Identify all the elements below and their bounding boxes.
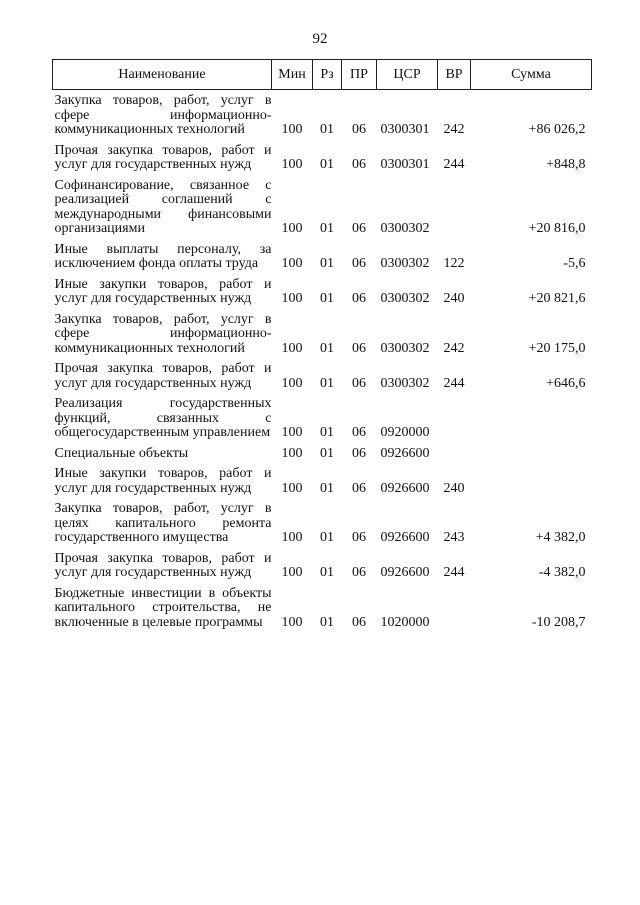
row-vr xyxy=(438,441,471,462)
row-rz: 01 xyxy=(320,291,334,306)
header-name: Наименование xyxy=(53,60,272,90)
row-min: 100 xyxy=(281,445,303,461)
table-body xyxy=(53,90,592,631)
table-row xyxy=(53,496,592,546)
row-rz: 01 xyxy=(320,480,334,496)
row-sum xyxy=(471,391,592,441)
row-name: Закупка товаров, работ, услуг в сфере информационно-коммуникационных технологий xyxy=(54,311,272,356)
table-row xyxy=(53,441,592,462)
row-vr: 242 xyxy=(443,340,465,356)
row-sum xyxy=(471,441,592,462)
row-csr: 0300302 xyxy=(380,256,430,271)
row-csr: 0300302 xyxy=(380,291,430,306)
header-vr: ВР xyxy=(438,60,471,90)
row-rz: 01 xyxy=(320,530,334,545)
row-csr: 0300302 xyxy=(380,340,430,356)
row-min: 100 xyxy=(281,480,303,496)
row-vr xyxy=(438,391,471,441)
row-name: Прочая закупка товаров, работ и услуг для государственных нужд xyxy=(54,550,272,580)
table-row xyxy=(53,581,592,631)
table-row xyxy=(53,173,592,237)
row-min: 100 xyxy=(281,256,303,271)
row-pr: 06 xyxy=(352,480,366,496)
header-rz: Рз xyxy=(313,60,342,90)
table-row xyxy=(53,237,592,272)
row-name: Специальные объекты xyxy=(54,445,189,461)
header-pr: ПР xyxy=(342,60,377,90)
row-sum: +848,8 xyxy=(546,157,586,172)
row-sum xyxy=(471,461,592,496)
row-pr: 06 xyxy=(352,530,366,545)
row-pr: 06 xyxy=(352,425,366,440)
table-row xyxy=(53,546,592,581)
row-vr: 122 xyxy=(443,256,465,271)
header-csr: ЦСР xyxy=(377,60,438,90)
row-sum: +86 026,2 xyxy=(528,122,586,137)
row-vr: 240 xyxy=(443,291,465,306)
row-vr: 243 xyxy=(443,530,465,545)
row-vr xyxy=(438,581,471,631)
row-vr: 240 xyxy=(443,480,465,496)
row-vr xyxy=(438,173,471,237)
row-min: 100 xyxy=(281,530,303,545)
row-csr: 0300301 xyxy=(380,157,430,172)
row-pr: 06 xyxy=(352,614,366,630)
row-sum: +4 382,0 xyxy=(535,530,586,545)
row-sum: -5,6 xyxy=(563,256,586,271)
row-csr: 0926600 xyxy=(380,530,430,545)
table-header xyxy=(53,60,592,90)
table-row xyxy=(53,138,592,173)
row-rz: 01 xyxy=(320,221,334,236)
row-csr: 1020000 xyxy=(380,614,430,630)
row-csr: 0920000 xyxy=(380,425,430,440)
row-sum: -10 208,7 xyxy=(531,614,586,630)
row-min: 100 xyxy=(281,291,303,306)
row-rz: 01 xyxy=(320,445,334,461)
row-pr: 06 xyxy=(352,565,366,580)
row-pr: 06 xyxy=(352,221,366,236)
table-row xyxy=(53,391,592,441)
row-name: Прочая закупка товаров, работ и услуг для государственных нужд xyxy=(54,361,272,391)
row-name: Софинансирование, связанное с реализацией соглашений с международными финансовыми организациями xyxy=(54,177,272,236)
row-rz: 01 xyxy=(320,340,334,356)
row-rz: 01 xyxy=(320,375,334,391)
row-min: 100 xyxy=(281,565,303,580)
row-name: Реализация государственных функций, связанных с общегосударственным управлением xyxy=(54,396,272,440)
row-sum: -4 382,0 xyxy=(538,565,586,580)
row-sum: +20 816,0 xyxy=(528,221,586,236)
table-row xyxy=(53,272,592,307)
header-row xyxy=(53,60,592,90)
row-min: 100 xyxy=(281,157,303,172)
row-pr: 06 xyxy=(352,445,366,461)
row-pr: 06 xyxy=(352,291,366,306)
budget-table xyxy=(52,59,592,630)
row-pr: 06 xyxy=(352,157,366,172)
row-rz: 01 xyxy=(320,425,334,440)
row-rz: 01 xyxy=(320,565,334,580)
table-row xyxy=(53,307,592,357)
row-min: 100 xyxy=(281,614,303,630)
header-sum: Сумма xyxy=(471,60,592,90)
row-rz: 01 xyxy=(320,157,334,172)
row-csr: 0300302 xyxy=(380,375,430,391)
row-min: 100 xyxy=(281,122,303,137)
row-name: Иные закупки товаров, работ и услуг для государственных нужд xyxy=(54,466,272,496)
row-min: 100 xyxy=(281,340,303,356)
row-sum: +20 821,6 xyxy=(528,291,586,306)
table-row xyxy=(53,461,592,496)
row-name: Закупка товаров, работ, услуг в целях капитального ремонта государственного имущества xyxy=(54,501,272,545)
row-rz: 01 xyxy=(320,122,334,137)
row-min: 100 xyxy=(281,425,303,440)
row-vr: 242 xyxy=(443,122,465,137)
row-pr: 06 xyxy=(352,375,366,391)
table-row xyxy=(53,356,592,391)
row-csr: 0300301 xyxy=(380,122,430,137)
row-rz: 01 xyxy=(320,256,334,271)
row-csr: 0926600 xyxy=(380,480,430,496)
row-name: Иные выплаты персоналу, за исключением фонда оплаты труда xyxy=(54,241,272,271)
row-min: 100 xyxy=(281,375,303,391)
row-vr: 244 xyxy=(443,565,465,580)
row-csr: 0926600 xyxy=(380,445,430,461)
row-name: Бюджетные инвестиции в объекты капитального строительства, не включенные в целевые программы xyxy=(54,585,272,630)
row-name: Прочая закупка товаров, работ и услуг для государственных нужд xyxy=(54,142,272,172)
table-row xyxy=(53,90,592,138)
row-min: 100 xyxy=(281,221,303,236)
row-pr: 06 xyxy=(352,122,366,137)
row-pr: 06 xyxy=(352,340,366,356)
row-csr: 0300302 xyxy=(380,221,430,236)
row-rz: 01 xyxy=(320,614,334,630)
row-csr: 0926600 xyxy=(380,565,430,580)
header-min: Мин xyxy=(272,60,313,90)
page-number: 92 xyxy=(312,31,328,47)
row-sum: +646,6 xyxy=(546,375,586,391)
row-name: Закупка товаров, работ, услуг в сфере информационно-коммуникационных технологий xyxy=(54,93,272,137)
row-vr: 244 xyxy=(443,375,465,391)
row-name: Иные закупки товаров, работ и услуг для государственных нужд xyxy=(54,276,272,306)
row-pr: 06 xyxy=(352,256,366,271)
row-vr: 244 xyxy=(443,157,465,172)
row-sum: +20 175,0 xyxy=(528,340,586,356)
